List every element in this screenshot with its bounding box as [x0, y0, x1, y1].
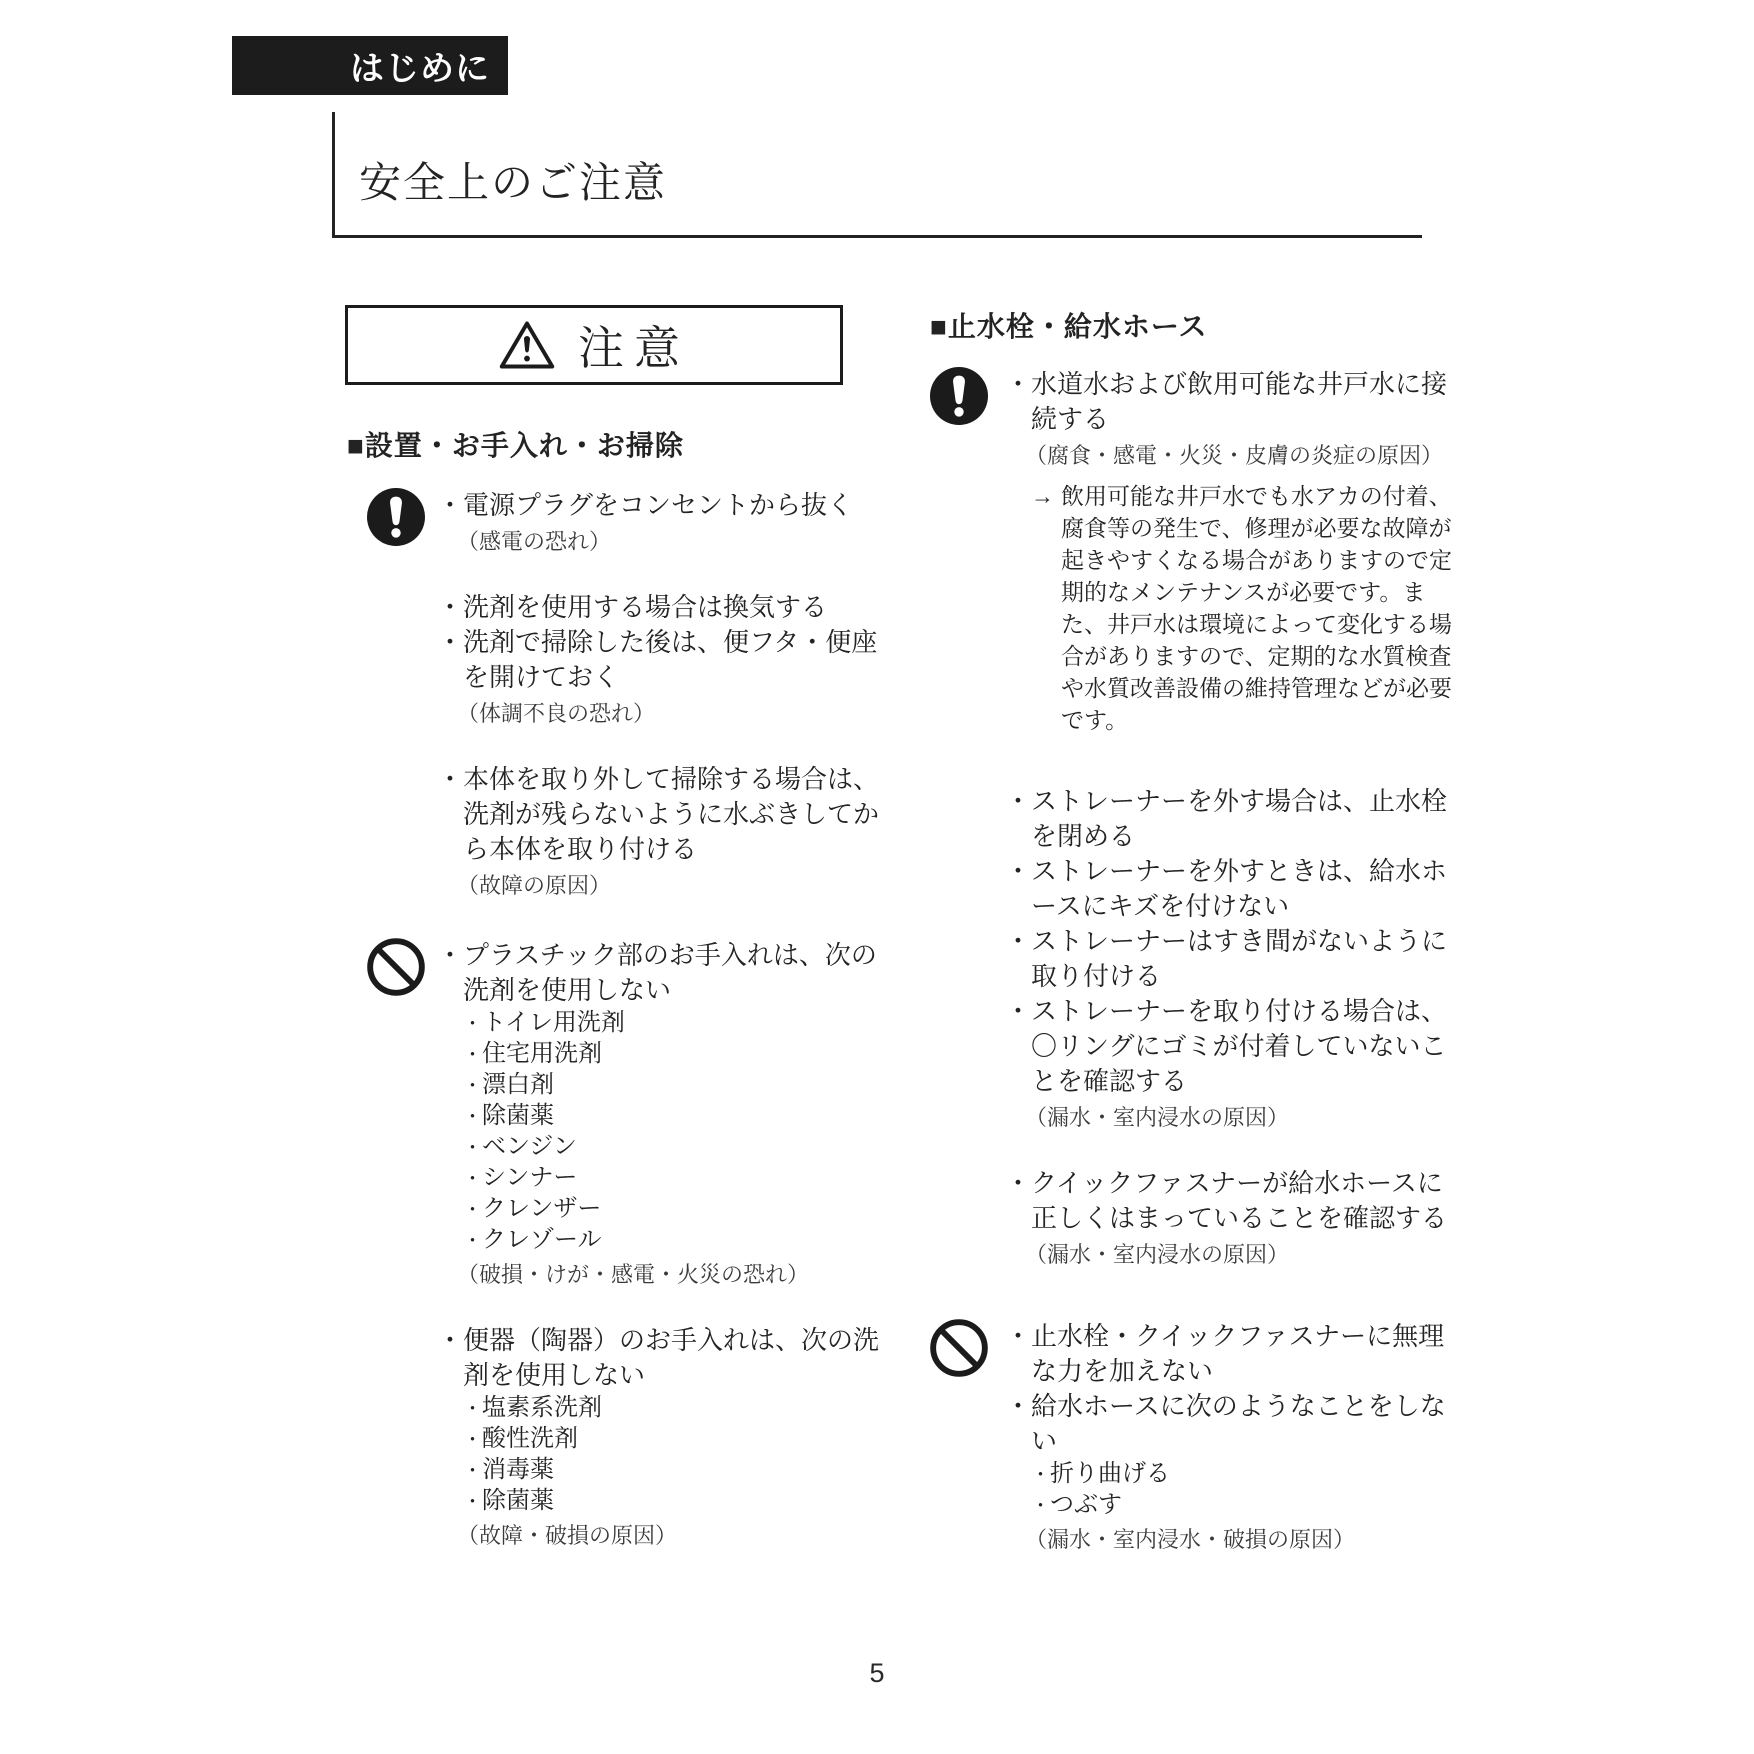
bullet-marker: ・ [437, 490, 464, 520]
instruction-group [930, 1319, 1460, 1564]
bullet-item: ・プラスチック部のお手入れは、次の洗剤を使用しない [437, 940, 877, 1005]
bullet-item: ・本体を取り外して掃除する場合は、洗剤が残らないように水ぶきしてから本体を取り付ける [437, 764, 880, 864]
prohibition-icon [347, 938, 437, 996]
spacer [1005, 736, 1455, 760]
sub-marker: ・ [463, 1107, 483, 1128]
sub-marker: ・ [463, 1045, 483, 1066]
bullet-marker: ・ [1005, 926, 1032, 956]
sub-item: ・つぶす [1031, 1491, 1123, 1518]
note-text: （故障・破損の原因） [457, 1523, 678, 1548]
bullet-marker: ・ [1005, 786, 1032, 816]
bullet-marker: ・ [1005, 856, 1032, 886]
sub-marker: ・ [463, 1399, 483, 1420]
sub-item: ・消毒薬 [463, 1456, 555, 1483]
prohibition-icon [930, 1319, 1005, 1377]
note-text: （漏水・室内浸水の原因） [1025, 1105, 1290, 1130]
sub-item: ・塩素系洗剤 [463, 1394, 603, 1421]
sub-marker: ・ [1031, 1496, 1051, 1517]
note-text: （破損・けが・感電・火災の恐れ） [457, 1262, 810, 1287]
bullet-item: ・便器（陶器）のお手入れは、次の洗剤を使用しない [437, 1325, 880, 1390]
note-text: （故障の原因） [457, 873, 612, 898]
sub-marker: ・ [463, 1430, 483, 1451]
instruction-content [437, 938, 887, 1560]
caution-box [345, 305, 843, 385]
section-header-right: ■止水栓・給水ホース [930, 311, 1208, 342]
bullet-marker: ・ [437, 592, 464, 622]
bullet-marker: ・ [437, 940, 464, 970]
spacer [437, 738, 887, 762]
warning-triangle-icon [498, 319, 556, 371]
caution-label: 注意 [578, 322, 690, 374]
sub-item: ・クレゾール [463, 1226, 602, 1253]
sub-item: ・折り曲げる [1031, 1460, 1171, 1487]
note-text: （体調不良の恐れ） [457, 701, 656, 726]
mandatory-icon [347, 488, 437, 546]
bullet-item: ・洗剤を使用する場合は換気する [437, 592, 828, 622]
arrow-marker: → [1031, 483, 1054, 509]
sub-marker: ・ [463, 1014, 483, 1035]
title-rule-vertical [332, 112, 335, 237]
page-title: 安全上のご注意 [359, 159, 668, 206]
sub-item: ・除菌薬 [463, 1102, 555, 1129]
sub-item: ・漂白剤 [463, 1071, 555, 1098]
sub-marker: ・ [463, 1200, 483, 1221]
bullet-marker: ・ [1005, 369, 1032, 399]
section-header-left: ■設置・お手入れ・お掃除 [347, 430, 684, 461]
spacer [1005, 1142, 1455, 1166]
sub-marker: ・ [1031, 1465, 1051, 1486]
bullet-marker: ・ [437, 764, 464, 794]
note-text: （漏水・室内浸水・破損の原因） [1025, 1527, 1356, 1552]
sub-marker: ・ [463, 1461, 483, 1482]
instruction-group [347, 488, 892, 910]
note-text: （感電の恐れ） [457, 529, 612, 554]
sub-marker: ・ [463, 1231, 483, 1252]
sub-item: ・ベンジン [463, 1133, 577, 1160]
bullet-marker: ・ [437, 627, 464, 657]
bullet-item: ・クイックファスナーが給水ホースに正しくはまっていることを確認する [1005, 1168, 1448, 1233]
bullet-item: ・電源プラグをコンセントから抜く [437, 490, 854, 520]
sub-marker: ・ [463, 1492, 483, 1513]
intro-tab-label: はじめに [350, 50, 490, 88]
bullet-item: ・ストレーナーはすき間がないように取り付ける [1005, 926, 1448, 991]
spacer [437, 566, 887, 590]
bullet-item: ・洗剤で掃除した後は、便フタ・便座を開けておく [437, 627, 878, 692]
sub-item: ・酸性洗剤 [463, 1425, 579, 1452]
note-text: （腐食・感電・火災・皮膚の炎症の原因） [1025, 443, 1444, 468]
intro-tab [232, 36, 508, 95]
sub-marker: ・ [463, 1169, 483, 1190]
bullet-marker: ・ [1005, 1391, 1032, 1421]
column-install-care [347, 424, 892, 1560]
sub-item: ・除菌薬 [463, 1487, 555, 1514]
title-rule-horizontal [332, 235, 1422, 238]
mandatory-icon [930, 367, 1005, 425]
spacer [437, 1299, 887, 1323]
bullet-item: ・水道水および飲用可能な井戸水に接続する [1005, 369, 1448, 434]
sub-item: ・住宅用洗剤 [463, 1040, 603, 1067]
instruction-group [347, 938, 892, 1560]
bullet-item: ・止水栓・クイックファスナーに無理な力を加えない [1005, 1321, 1445, 1386]
bullet-marker: ・ [1005, 1321, 1032, 1351]
sub-item: ・トイレ用洗剤 [463, 1009, 625, 1036]
bullet-marker: ・ [1005, 1168, 1032, 1198]
bullet-marker: ・ [437, 1325, 464, 1355]
instruction-content [1005, 367, 1455, 1279]
instruction-group [930, 367, 1460, 1279]
instruction-content [437, 488, 887, 910]
page-number: 5 [869, 1658, 885, 1688]
bullet-item: ・給水ホースに次のようなことをしない [1005, 1391, 1446, 1456]
sub-item: ・シンナー [463, 1164, 578, 1191]
bullet-item: ・ストレーナーを取り付ける場合は、〇リングにゴミが付着していないことを確認する [1005, 996, 1448, 1096]
sub-item: ・クレンザー [463, 1195, 602, 1222]
spacer [1005, 760, 1455, 784]
column-stop-valve-hose [930, 305, 1460, 1564]
arrow-note: → 飲用可能な井戸水でも水アカの付着、腐食等の発生で、修理が必要な故障が起きやすくなる場合がありますので定期的なメンテナンスが必要です。また、井戸水は環境によって変化する場合がありますので、定期的な水質検査や水質改善設備の維持管理などが必要です。 [1005, 480, 1455, 736]
bullet-item: ・ストレーナーを外す場合は、止水栓を閉める [1005, 786, 1448, 851]
sub-marker: ・ [463, 1076, 483, 1097]
instruction-content [1005, 1319, 1455, 1564]
note-text: （漏水・室内浸水の原因） [1025, 1242, 1290, 1267]
sub-marker: ・ [463, 1138, 483, 1159]
bullet-item: ・ストレーナーを外すときは、給水ホースにキズを付けない [1005, 856, 1448, 921]
bullet-marker: ・ [1005, 996, 1032, 1026]
